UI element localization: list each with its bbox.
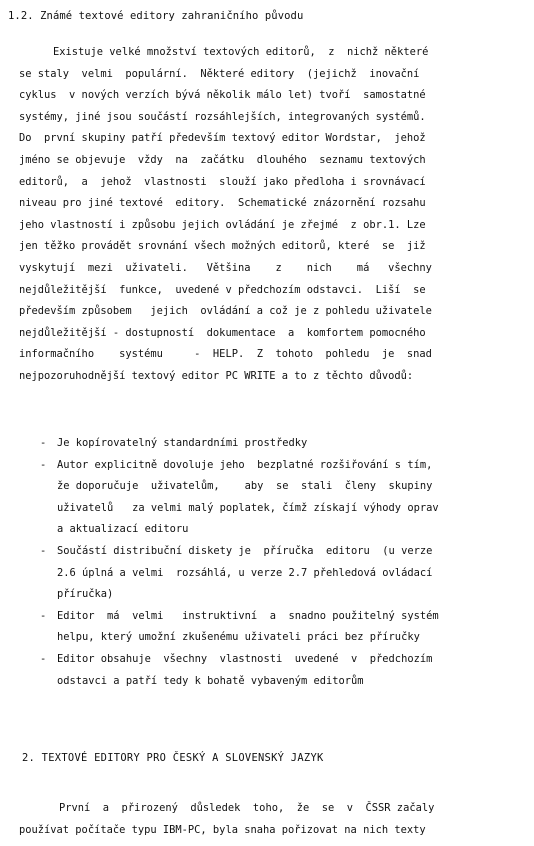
list-item [40, 455, 520, 541]
list-item [40, 433, 520, 455]
paragraph-line: jeho vlastností i způsobu jejich ovládání je zřejmé z obr.1. Lze [19, 218, 426, 231]
list-item-line: helpu, který umožní zkušenému uživateli práci bez příručky [57, 631, 420, 644]
list-item-line: příručka) [57, 588, 114, 601]
bullet-dash: - [40, 652, 47, 665]
paragraph-line: se staly velmi populární. Některé editory (jejichž inovační [19, 67, 420, 80]
list-item-line: Autor explicitně dovoluje jeho bezplatné rozšiřování s tím, [57, 458, 433, 471]
paragraph-line: především způsobem jejich ovládání a což je z pohledu uživatele [19, 305, 432, 318]
paragraph-line: První a přirozený důsledek toho, že se v ČSSR začaly [59, 802, 435, 814]
list-item-line: uživatelů za velmi malý poplatek, čímž získají výhody oprav [57, 501, 439, 514]
paragraph-line: Do první skupiny patří především textový editor Wordstar, jehož [19, 132, 426, 145]
paragraph-line: editorů, a jehož vlastnosti slouží jako předloha i srovnávací [19, 175, 426, 188]
paragraph-line: informačního systému - HELP. Z tohoto pohledu je snad [19, 348, 432, 361]
bullet-dash: - [40, 458, 47, 471]
bullet-dash: - [40, 437, 47, 449]
paragraph-line: nejdůležitější - dostupností dokumentace a komfortem pomocného [19, 326, 426, 339]
chapter-heading: 2. TEXTOVÉ EDITORY PRO ČESKÝ A SLOVENSKÝ JAZYK [22, 752, 324, 764]
list-item-line: odstavci a patří tedy k bohatě vybaveným editorům [57, 674, 364, 687]
list-item-line: a aktualizací editoru [57, 523, 189, 536]
paragraph-line: vyskytují mezi uživateli. Většina z nich má všechny [19, 261, 432, 274]
bullet-dash: - [40, 544, 47, 557]
paragraph-line: niveau pro jiné textové editory. Schematické znázornění rozsahu [19, 197, 426, 210]
paragraph-line: Existuje velké množství textových editorů, z nichž některé [53, 46, 429, 58]
list-item-line: Editor má velmi instruktivní a snadno použitelný systém [57, 609, 439, 622]
list-item [40, 649, 520, 692]
list-item-line: že doporučuje uživatelům, aby se stali členy skupiny [57, 480, 433, 493]
list-item-line: 2.6 úplná a velmi rozsáhlá, u verze 2.7 přehledová ovládací [57, 566, 433, 579]
paragraph-line: jméno se objevuje vždy na začátku dlouhého seznamu textových [19, 153, 426, 166]
list-item-line: Je kopírovatelný standardními prostředky [57, 437, 308, 449]
section-heading: 1.2. Známé textové editory zahraničního původu [8, 10, 304, 22]
list-item-line: Součástí distribuční diskety je příručka editoru (u verze [57, 544, 433, 557]
list-item [40, 541, 520, 606]
paragraph-line: nejdůležitější funkce, uvedené v předchozím odstavci. Liší se [19, 283, 426, 296]
paragraph-line: nejpozoruhodnější textový editor PC WRITE a to z těchto důvodů: [19, 369, 414, 382]
paragraph-line: používat počítače typu IBM-PC, byla snaha pořizovat na nich texty [19, 823, 426, 836]
paragraph-line: jen těžko provádět srovnání všech možných editorů, které se již [19, 240, 426, 253]
list-item [40, 606, 520, 649]
bullet-dash: - [40, 609, 47, 622]
paragraph-2 [19, 798, 514, 841]
paragraph-line: cyklus v nových verzích bývá několik málo let) tvoří samostatné [19, 89, 426, 102]
paragraph-1 [19, 42, 514, 388]
list-item-line: Editor obsahuje všechny vlastnosti uvedené v předchozím [57, 652, 433, 665]
paragraph-line: systémy, jiné jsou součástí rozsáhlejších, integrovaných systémů. [19, 110, 426, 123]
reasons-list [40, 433, 520, 692]
